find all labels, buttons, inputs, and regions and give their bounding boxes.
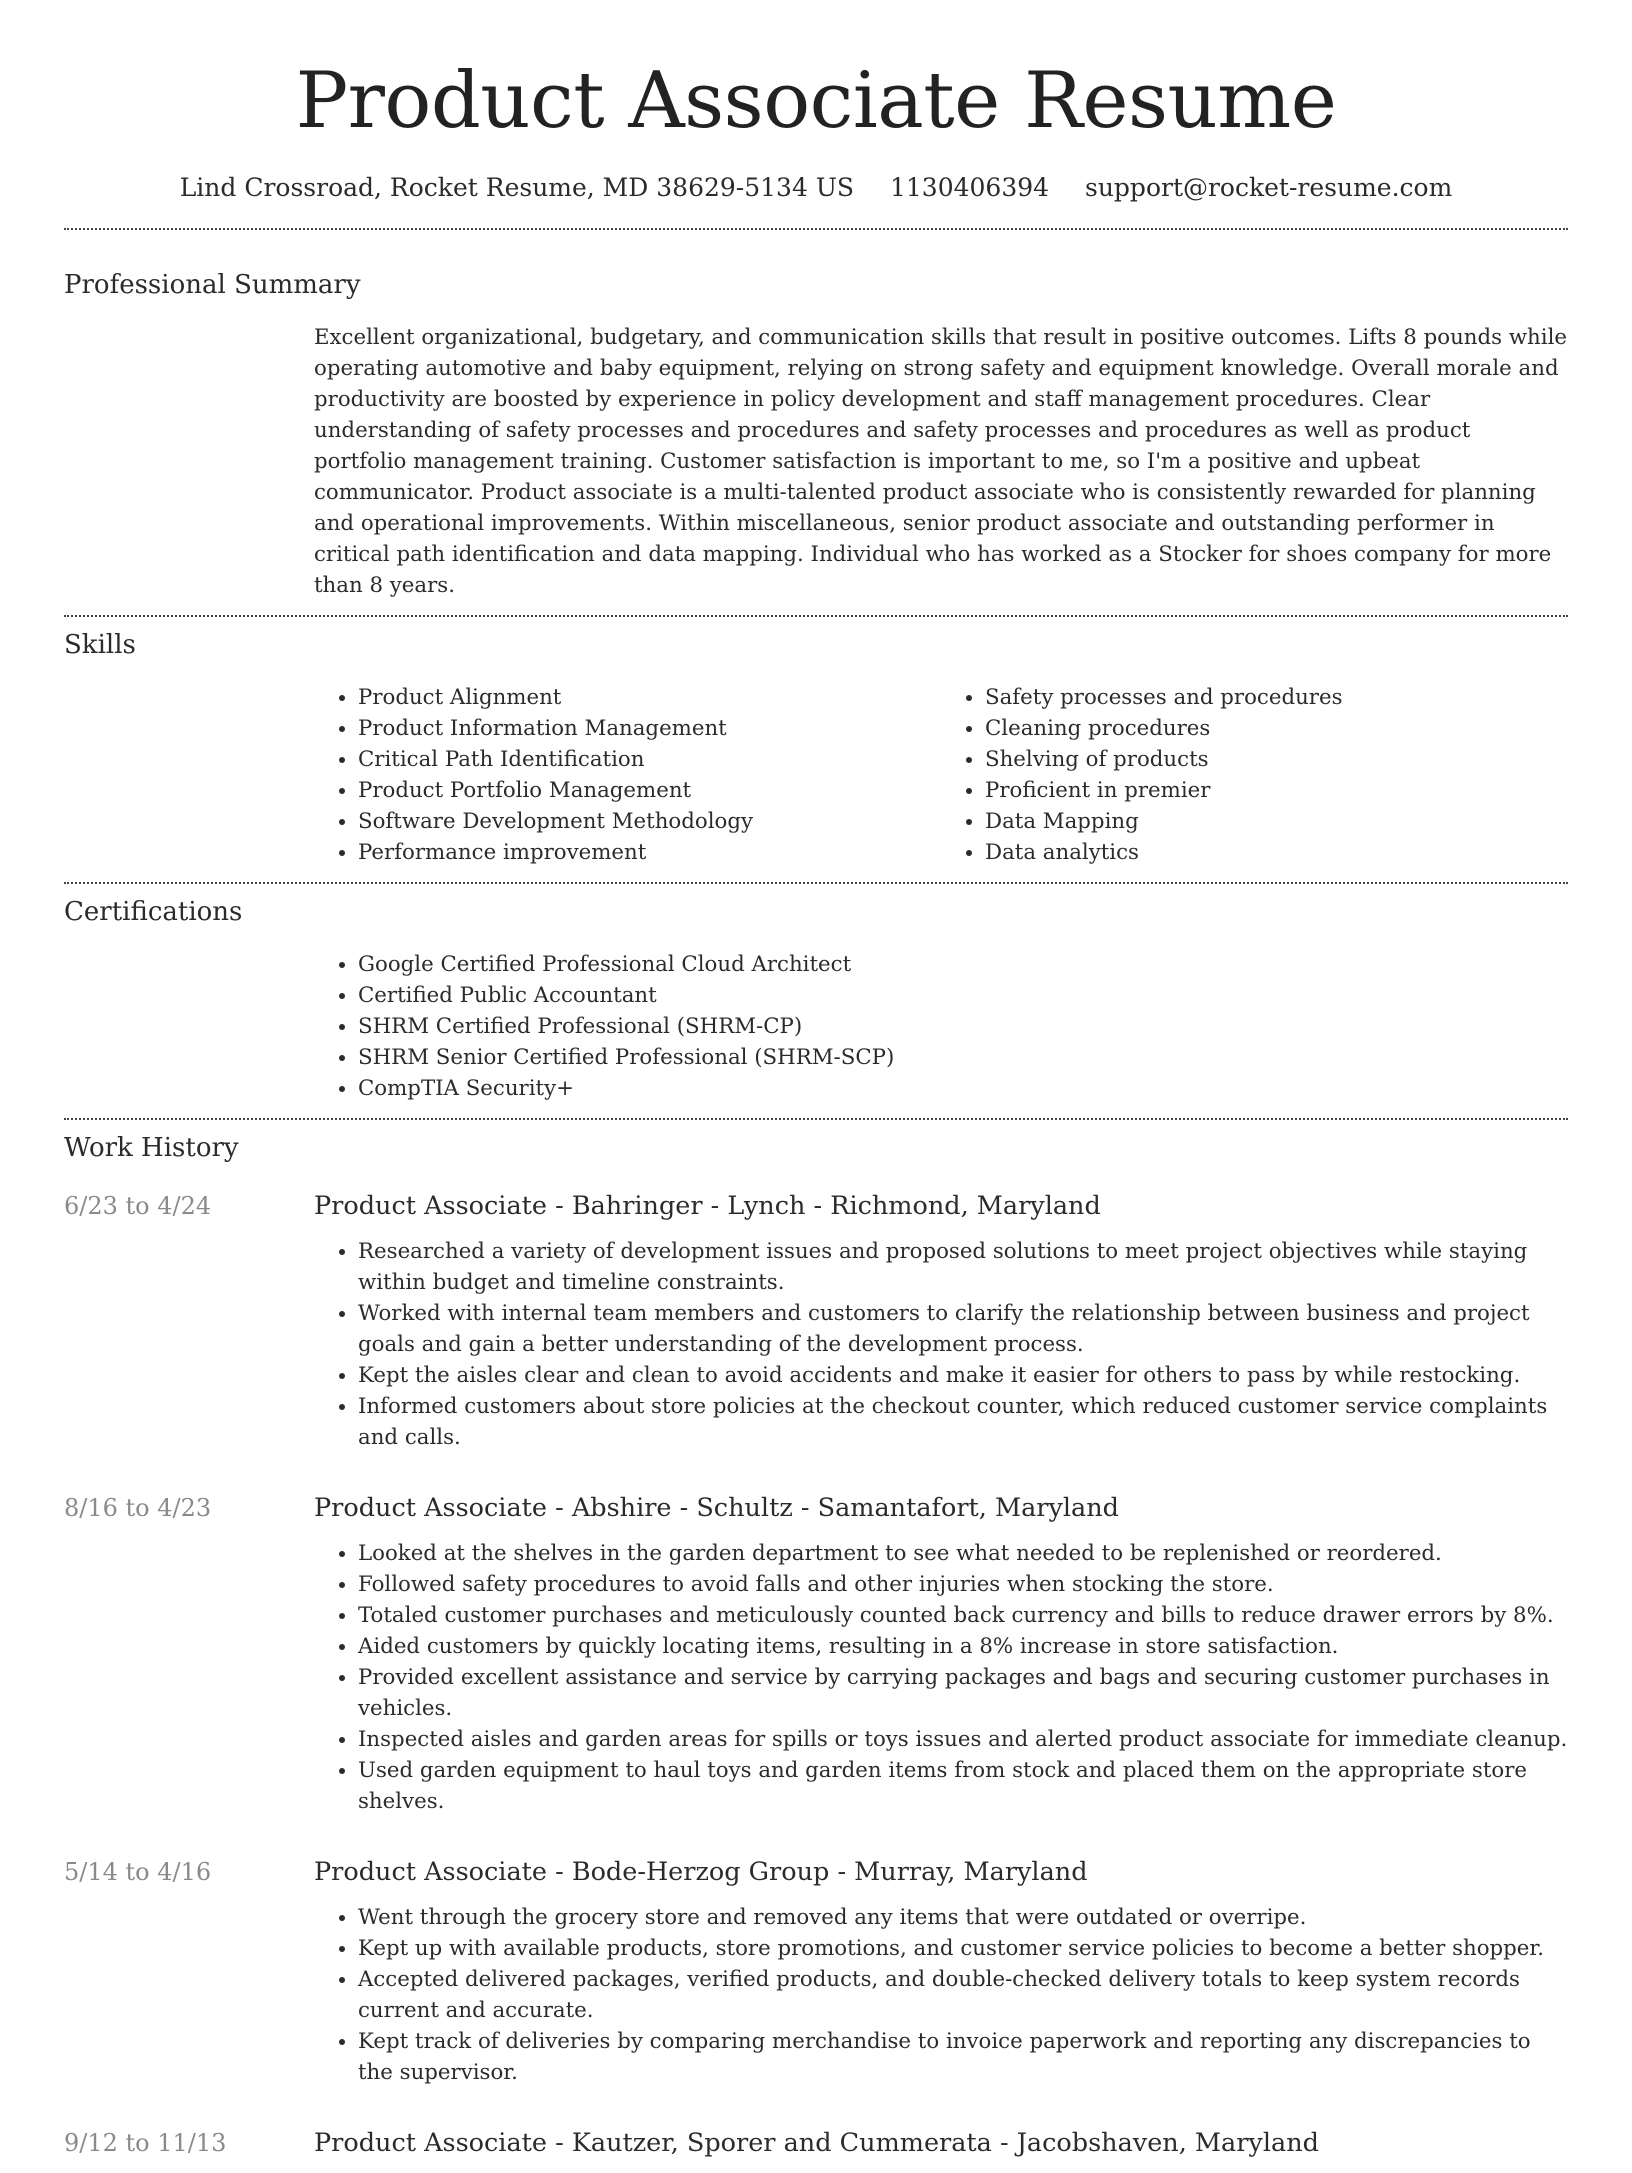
job-body [314,2126,1568,2173]
job-bullet: • Kept the aisles clear and clean to avoid accidents and make it easier for others to pass by while restocking. [358,1360,1568,1391]
job-bullet: • Looked at the shelves in the garden department to see what needed to be replenished or reordered. [358,1538,1568,1569]
job-bullet: • Totaled customer purchases and meticulously counted back currency and bills to reduce drawer errors by 8%. [358,1600,1568,1631]
skill-item: • Safety processes and procedures [985,682,1568,713]
skill-item: • Shelving of products [985,744,1568,775]
job-bullet: • Went through the grocery store and removed any items that were outdated or overripe. [358,1902,1568,1933]
job-bullet: • Provided excellent assistance and service by carrying packages and bags and securing customer purchases in vehicles. [358,1662,1568,1724]
job-bullet: • Aided customers by quickly locating items, resulting in a 8% increase in store satisfaction. [358,1631,1568,1662]
job-dates: 6/23 to 4/24 [64,1192,212,1220]
skills-heading: Skills [64,630,136,660]
certification-item: • CompTIA Security+ [358,1073,1568,1104]
job-entry [64,1189,1568,1453]
job-bullet: • Kept up with available products, store promotions, and customer service policies to become a better shopper. [358,1933,1568,1964]
job-dates: 8/16 to 4/23 [64,1494,212,1522]
contact-phone: 1130406394 [889,173,1050,202]
summary-heading: Professional Summary [64,270,361,300]
certifications-heading: Certifications [64,897,243,927]
skill-item: • Critical Path Identification [358,744,941,775]
summary-content [314,322,1568,601]
job-entry [64,1855,1568,2088]
skill-item: • Performance improvement [358,837,941,868]
divider-certifications [64,1118,1568,1120]
job-entry [64,2126,1568,2173]
contact-email[interactable]: support@rocket-resume.com [1085,173,1453,202]
certification-item: • SHRM Senior Certified Professional (SHRM-SCP) [358,1042,1568,1073]
resume-page [64,0,1568,2173]
certification-item: • SHRM Certified Professional (SHRM-CP) [358,1011,1568,1042]
skills-list [314,682,1568,868]
job-bullet: • Worked with internal team members and customers to clarify the relationship between business and project goals and gain a better understanding of the development process. [358,1298,1568,1360]
job-body [314,1189,1568,1453]
skills-column-left [314,682,941,868]
skill-item: • Product Portfolio Management [358,775,941,806]
job-dates: 5/14 to 4/16 [64,1858,212,1886]
job-bullet: • Inspected aisles and garden areas for spills or toys issues and alerted product associate for immediate cleanup. [358,1724,1568,1755]
job-bullet: • Used garden equipment to haul toys and garden items from stock and placed them on the appropriate store shelves. [358,1755,1568,1817]
job-bullet: • Informed customers about store policies at the checkout counter, which reduced customer service complaints and calls. [358,1391,1568,1453]
skill-item: • Product Alignment [358,682,941,713]
contact-line [64,170,1568,206]
contact-address: Lind Crossroad, Rocket Resume, MD 38629-5134 US [179,173,855,202]
work-heading: Work History [64,1133,239,1163]
certifications-list [314,949,1568,1104]
job-body [314,1491,1568,1817]
summary-text: Excellent organizational, budgetary, and communication skills that result in positive outcomes. Lifts 8 pounds while operating automotive and baby equipment, relying on strong safety and equipment knowledge. Overall morale and productivity are boosted by experience in policy development and staff management procedures. Clear understanding of safety processes and procedures and safety processes and procedures as well as product portfolio management training. Customer satisfaction is important to me, so I'm a positive and upbeat communicator. Product associate is a multi-talented product associate who is consistently rewarded for planning and operational improvements. Within miscellaneous, senior product associate and outstanding performer in critical path identification and data mapping. Individual who has worked as a Stocker for shoes company for more than 8 years. [314,325,1568,598]
certification-item: • Certified Public Accountant [358,980,1568,1011]
skill-item: • Proficient in premier [985,775,1568,806]
job-title: Product Associate - Kautzer, Sporer and Cummerata - Jacobshaven, Maryland [314,2128,1319,2158]
job-bullet: • Followed safety procedures to avoid falls and other injuries when stocking the store. [358,1569,1568,1600]
job-bullet: • Researched a variety of development issues and proposed solutions to meet project objectives while staying within budget and timeline constraints. [358,1236,1568,1298]
skill-item: • Product Information Management [358,713,941,744]
job-bullet: • Accepted delivered packages, verified products, and double-checked delivery totals to keep system records current and accurate. [358,1964,1568,2026]
skills-column-right [941,682,1568,868]
skill-item: • Data Mapping [985,806,1568,837]
divider-skills [64,882,1568,884]
job-bullet: • Kept track of deliveries by comparing merchandise to invoice paperwork and reporting any discrepancies to the supervisor. [358,2026,1568,2088]
resume-title: Product Associate Resume [295,56,1337,146]
job-title: Product Associate - Bahringer - Lynch - Richmond, Maryland [314,1191,1101,1221]
skill-item: • Data analytics [985,837,1568,868]
job-title: Product Associate - Bode-Herzog Group - Murray, Maryland [314,1857,1088,1887]
divider-summary [64,615,1568,617]
skill-item: • Software Development Methodology [358,806,941,837]
job-entry [64,1491,1568,1817]
certification-item: • Google Certified Professional Cloud Architect [358,949,1568,980]
job-body [314,1855,1568,2088]
skill-item: • Cleaning procedures [985,713,1568,744]
job-title: Product Associate - Abshire - Schultz - Samantafort, Maryland [314,1493,1119,1523]
job-dates: 9/12 to 11/13 [64,2129,227,2157]
